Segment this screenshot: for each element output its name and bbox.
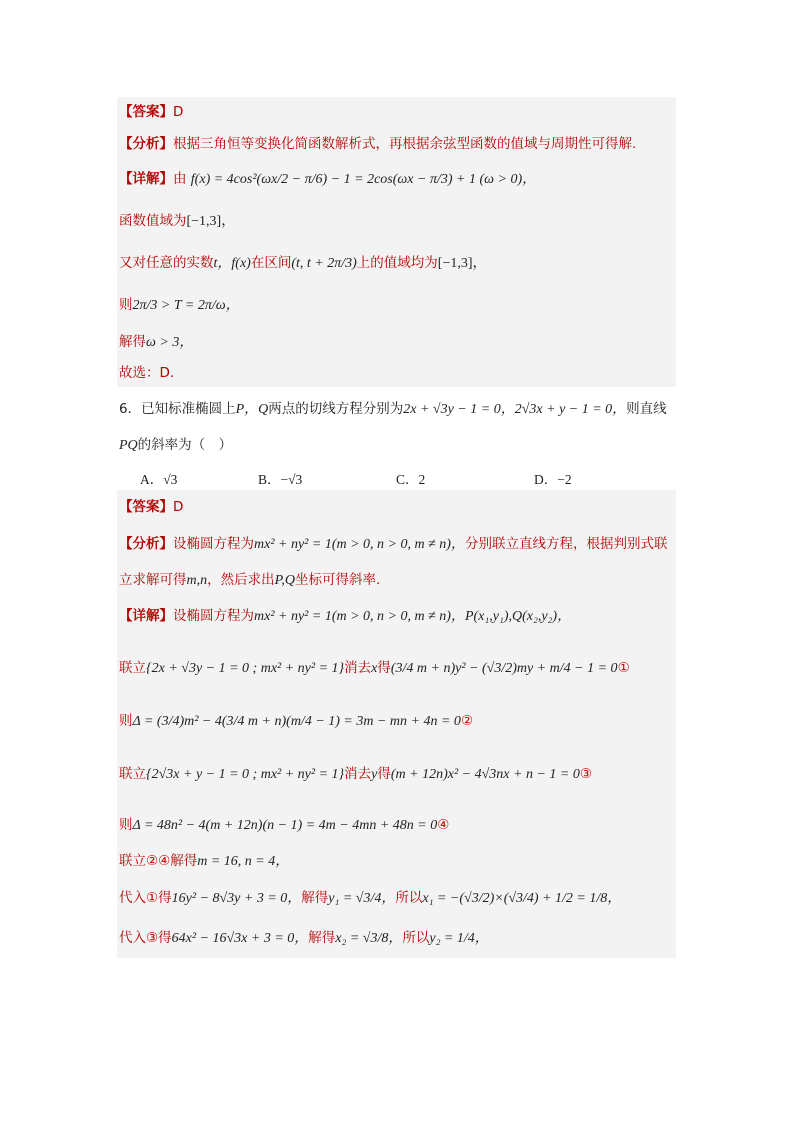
step5-math: m = 16, n = 4，: [197, 854, 290, 869]
step6-math3: x₁ = −(√3/2)×(√3/4) + 1/2 = 1/8，: [422, 891, 622, 906]
answer-tag-2: 【答案】: [119, 499, 173, 515]
question-math-a: P，Q: [235, 402, 269, 417]
question-line-1: [119, 400, 667, 419]
answer-line-2: [119, 498, 183, 516]
analysis2-math3: P,Q: [274, 573, 295, 588]
step6-text-b: 得: [158, 890, 172, 906]
step6-math2: y₁ = √3/4，: [328, 891, 396, 906]
analysis2-text-a: 设椭圆方程为: [173, 536, 254, 552]
detail-formula: f(x) = 4cos²(ωx/2 − π/6) − 1 = 2cos(ωx − π/3) + 1 (ω > 0)，: [190, 172, 537, 187]
step7-text-b: 得: [158, 930, 172, 946]
analysis2-math2: m,n: [186, 573, 208, 588]
choice-text: 故选：D.: [119, 365, 175, 381]
range-math: [−1,3]，: [186, 214, 236, 229]
step1-text-c: 得: [377, 660, 391, 676]
answer-tag: 【答案】: [119, 104, 173, 120]
question-text-d: 的斜率为（ ）: [137, 437, 233, 453]
step3-text-c: 得: [377, 766, 391, 782]
step-3-line: [119, 765, 592, 784]
choice-line: [119, 364, 174, 382]
step4-text: 则: [119, 817, 133, 833]
step7-text-d: 所以: [402, 930, 430, 946]
detail-tag-2: 【详解】: [119, 608, 173, 624]
detail2-math: mx² + ny² = 1(m > 0, n > 0, m ≠ n)，P(x₁,y₁),Q(x₂,y₂)，: [254, 609, 572, 624]
question-math-b: 2x + √3y − 1 = 0，2√3x + y − 1 = 0，: [403, 402, 627, 417]
step1-circle: ①: [617, 660, 630, 676]
range-text: 函数值域为: [119, 213, 187, 229]
step-4-line: [119, 816, 449, 835]
step6-text-a: 代入: [119, 890, 146, 906]
step6-text-c: 解得: [301, 890, 329, 906]
solve-text: 解得: [119, 334, 146, 350]
step3-circle: ③: [579, 766, 592, 782]
analysis-tag-2: 【分析】: [119, 536, 173, 552]
step6-text-d: 所以: [395, 890, 423, 906]
option-d[interactable]: D．−2: [534, 472, 572, 487]
interval-math-b: (t, t + 2π/3): [291, 256, 357, 271]
step2-circle: ②: [460, 713, 474, 729]
step2-math: Δ = (3/4)m² − 4(3/4 m + n)(m/4 − 1) = 3m − mn + 4n = 0: [132, 714, 461, 729]
step1-math: (3/4 m + n)y² − (√3/2)my + m/4 − 1 = 0: [390, 661, 618, 676]
interval-text-b: 在区间: [250, 255, 292, 271]
step1-text-b: 消去: [344, 660, 372, 676]
answer-value: D: [173, 104, 184, 120]
analysis-line-2b: [119, 571, 380, 590]
step4-circle: ④: [437, 817, 450, 833]
step2-text: 则: [119, 713, 133, 729]
step7-circle: ③: [146, 930, 159, 946]
detail-line-1: [119, 170, 536, 189]
interval-text-c: 上的值域均为: [356, 255, 438, 271]
step-6-line: [119, 889, 621, 908]
step7-text-c: 解得: [308, 930, 336, 946]
interval-math-c: [−1,3]，: [437, 256, 487, 271]
step1-text-a: 联立: [119, 660, 146, 676]
step3-var: y: [371, 767, 378, 782]
step5-circle: ②④: [146, 853, 171, 869]
analysis-tag: 【分析】: [119, 136, 173, 152]
detail2-text: 设椭圆方程为: [173, 608, 254, 624]
step3-system: {2√3x + y − 1 = 0 ; mx² + ny² = 1}: [146, 767, 345, 782]
step-2-line: [119, 712, 473, 731]
interval-line: [119, 254, 487, 273]
solve-math: ω > 3，: [146, 335, 194, 350]
period-text: 则: [119, 297, 133, 313]
step6-math: 16y² − 8√3y + 3 = 0，: [171, 891, 302, 906]
analysis2-text-e: 坐标可得斜率.: [294, 572, 381, 588]
step7-text-a: 代入: [119, 930, 146, 946]
question-text-c: 则直线: [626, 401, 667, 417]
range-line: [119, 212, 235, 231]
question-line-2: [119, 436, 232, 455]
step7-math: 64x² − 16√3x + 3 = 0，: [171, 931, 309, 946]
analysis2-text-c: 立求解可得: [119, 572, 187, 588]
period-math: 2π/3 > T = 2π/ω，: [132, 298, 240, 313]
step3-math: (m + 12n)x² − 4√3nx + n − 1 = 0: [390, 767, 580, 782]
question-number: 6．: [119, 401, 142, 417]
answer-value-2: D: [173, 499, 184, 515]
step5-text-b: 解得: [170, 853, 198, 869]
analysis-line-1: [119, 135, 636, 153]
step6-circle: ①: [146, 890, 159, 906]
analysis2-math: mx² + ny² = 1(m > 0, n > 0, m ≠ n)，: [254, 537, 465, 552]
interval-math-a: t，f(x): [213, 256, 251, 271]
analysis2-text-d: ，然后求出: [207, 572, 275, 588]
answer-line-1: [119, 103, 183, 121]
analysis-text: 根据三角恒等变换化简函数解析式，再根据余弦型函数的值域与周期性可得解.: [173, 136, 637, 152]
step4-math: Δ = 48n² − 4(m + 12n)(n − 1) = 4m − 4mn + 48n = 0: [132, 818, 438, 833]
step7-math2: x₂ = √3/8，: [335, 931, 403, 946]
step1-system: {2x + √3y − 1 = 0 ; mx² + ny² = 1}: [146, 661, 345, 676]
step-7-line: [119, 929, 489, 948]
step3-text-a: 联立: [119, 766, 146, 782]
step-5-line: [119, 852, 289, 871]
step5-text-a: 联立: [119, 853, 146, 869]
step3-text-b: 消去: [344, 766, 372, 782]
question-text-a: 已知标准椭圆上: [141, 401, 236, 417]
detail-tag: 【详解】: [119, 171, 173, 187]
option-a[interactable]: A．√3: [140, 472, 178, 487]
detail-prefix: 由: [173, 171, 187, 187]
step-1-line: [119, 659, 630, 678]
step1-var: x: [371, 661, 378, 676]
step7-math3: y₂ = 1/4，: [429, 931, 489, 946]
interval-text-a: 又对任意的实数: [119, 255, 214, 271]
detail-line-2: [119, 607, 571, 626]
question-math-c: PQ: [119, 438, 138, 453]
analysis-line-2: [119, 535, 667, 554]
question-text-b: 两点的切线方程分别为: [268, 401, 404, 417]
option-c[interactable]: C．2: [396, 472, 426, 487]
period-line: [119, 296, 240, 315]
analysis2-text-b: 分别联立直线方程，根据判别式联: [464, 536, 668, 552]
solve-line: [119, 333, 193, 352]
option-b[interactable]: B．−√3: [258, 472, 303, 487]
